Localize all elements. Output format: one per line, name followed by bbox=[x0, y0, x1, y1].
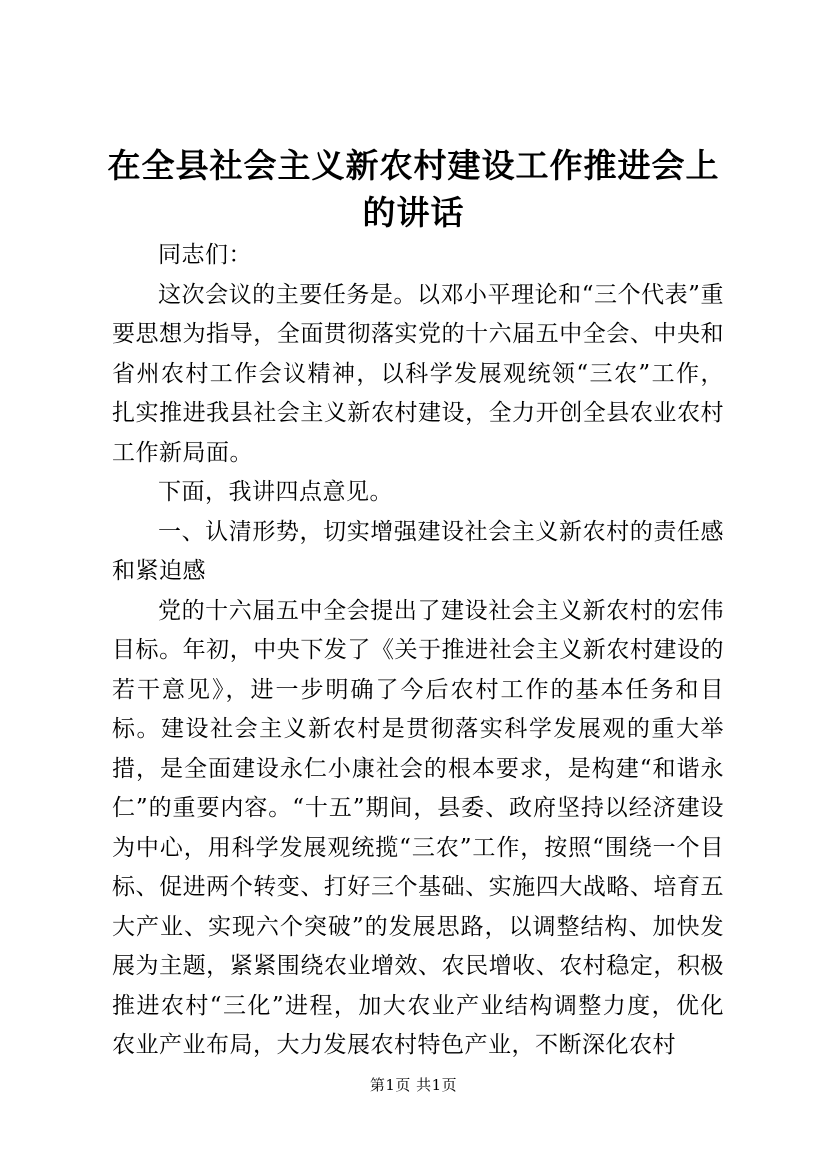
document-title: 在全县社会主义新农村建设工作推进会上的讲话 bbox=[107, 146, 720, 232]
paragraph-meeting-task: 这次会议的主要任务是。以邓小平理论和“三个代表”重要思想为指导，全面贯彻落实党的十六届五中全会、中央和省州农村工作会议精神，以科学发展观统领“三农”工作，扎实推进我县社会主义新农村建设，全力开创全县农业农村工作新局面。 bbox=[112, 281, 724, 466]
page-footer: 第1页 共1页 bbox=[369, 1076, 458, 1094]
section-heading-one: 一、认清形势，切实增强建设社会主义新农村的责任感和紧迫感 bbox=[112, 518, 724, 584]
paragraph-new-countryside-goal: 党的十六届五中全会提出了建设社会主义新农村的宏伟目标。年初，中央下发了《关于推进社会主义新农村建设的若干意见》，进一步明确了今后农村工作的基本任务和目标。建设社会主义新农村是贯彻落实科学发展观的重大举措，是全面建设永仁小康社会的根本要求，是构建“和谐永仁”的重要内容。“十五”期间，县委、政府坚持以经济建设为中心，用科学发展观统揽“三农”工作，按照“围绕一个目标、促进两个转变、打好三个基础、实施四大战略、培育五大产业、实现六个突破”的发展思路，以调整结构、加快发展为主题，紧紧围绕农业增效、农民增收、农村稳定，积极推进农村“三化”进程，加大农业产业结构调整力度，优化农业产业布局，大力发展农村特色产业，不断深化农村 bbox=[112, 597, 724, 1058]
salutation: 同志们： bbox=[158, 242, 252, 268]
paragraph-four-points: 下面，我讲四点意见。 bbox=[158, 479, 393, 505]
document-body bbox=[112, 236, 724, 1066]
